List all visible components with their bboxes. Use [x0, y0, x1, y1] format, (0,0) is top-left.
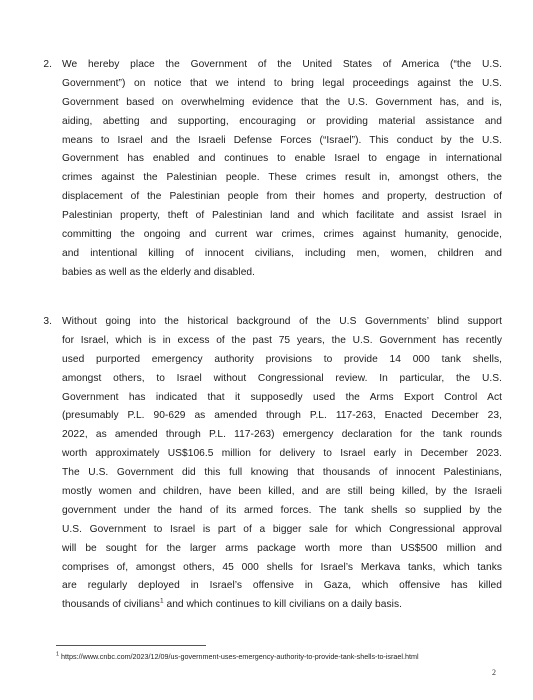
paragraph-line: The U.S. Government did this full knowing that thousands of innocent Palestinians, [62, 467, 502, 479]
paragraph-line: worth approximately US$106.5 million for delivery to Israel early in December 2023. [62, 448, 502, 460]
paragraph-number: 2. [43, 59, 52, 70]
paragraph-line: and intentional killing of innocent civilians, including men, women, children and [62, 247, 502, 259]
paragraph-line: used purported emergency authority provisions to provide 14 000 tank shells, [62, 353, 502, 365]
footnote [56, 652, 419, 662]
paragraph-2 [43, 56, 502, 283]
paragraph-line: displacement of the Palestinian people from their homes and property, destruction of [62, 191, 502, 203]
paragraph-line: mostly women and children, have been killed, and are still being killed, by the Israeli [62, 486, 502, 498]
paragraph-line: babies as well as the elderly and disabled. [62, 266, 256, 278]
paragraph-number: 3. [43, 316, 52, 327]
paragraph-line: will be sought for the larger arms package worth more than US$500 million and [62, 542, 502, 554]
paragraph-final-line [62, 596, 502, 615]
paragraph-line: Government has indicated that it supposedly used the Arms Export Control Act [62, 391, 502, 403]
paragraph-line: government under the hand of its armed forces. The tank shells so supplied by the [62, 504, 502, 516]
paragraph-line: Government”) on notice that we intend to bring legal proceedings against the U.S. [62, 77, 502, 89]
final-line-end: and which continues to kill civilians on a daily basis. [163, 599, 402, 611]
paragraph-line: (presumably P.L. 90-629 as amended through P.L. 117-263, Enacted December 23, [62, 410, 502, 422]
page-number: 2 [492, 668, 496, 677]
paragraph-line: comprises of, amongst others, 45 000 shells for Israel’s Merkava tanks, which tanks [62, 561, 502, 573]
paragraph-line: Government based on overwhelming evidence that the U.S. Government has, and is, [62, 96, 502, 108]
paragraph-line: Without going into the historical background of the U.S Governments’ blind support [62, 316, 502, 327]
final-line-start: thousands of civilians [62, 599, 160, 611]
paragraph-line: means to Israel and the Israeli Defense Forces (“Israel”). This conduct by the U.S. [62, 134, 502, 146]
footnote-link[interactable]: https://www.cnbc.com/2023/12/09/us-government-uses-emergency-authority-to-provide-tank-shells-to-israel.html [59, 652, 419, 661]
paragraph-line: U.S. Government to Israel is part of a bigger sale for which Congressional approval [62, 523, 502, 535]
footnote-divider [56, 645, 206, 646]
paragraph-line: amongst others, to Israel without Congressional review. In particular, the U.S. [62, 372, 502, 384]
footnote-marker: 1 [56, 651, 60, 658]
paragraph-line: are regularly deployed in Israel’s offensive in Gaza, which offensive has killed [62, 580, 502, 592]
paragraph-line: committing the ongoing and current war crimes, crimes against humanity, genocide, [62, 229, 502, 241]
paragraph-line: Government has enabled and continues to enable Israel to engage in international [62, 153, 502, 165]
paragraph-line: Palestinian property, theft of Palestinian land and which facilitate and assist Israel in [62, 210, 502, 222]
paragraph-line: aiding, abetting and supporting, encouraging or providing material assistance and [62, 115, 502, 127]
paragraph-line: for Israel, which is in excess of the past 75 years, the U.S. Government has recently [62, 334, 502, 346]
paragraph-line: crimes against the Palestinian people. These crimes result in, amongst others, the [62, 172, 502, 184]
paragraph-line: We hereby place the Government of the United States of America (“the U.S. [62, 59, 502, 70]
paragraph-3 [43, 313, 502, 615]
paragraph-line: 2022, as amended through P.L. 117-263) emergency declaration for the tank rounds [62, 429, 502, 441]
footnote-reference[interactable]: 1 [159, 597, 164, 605]
